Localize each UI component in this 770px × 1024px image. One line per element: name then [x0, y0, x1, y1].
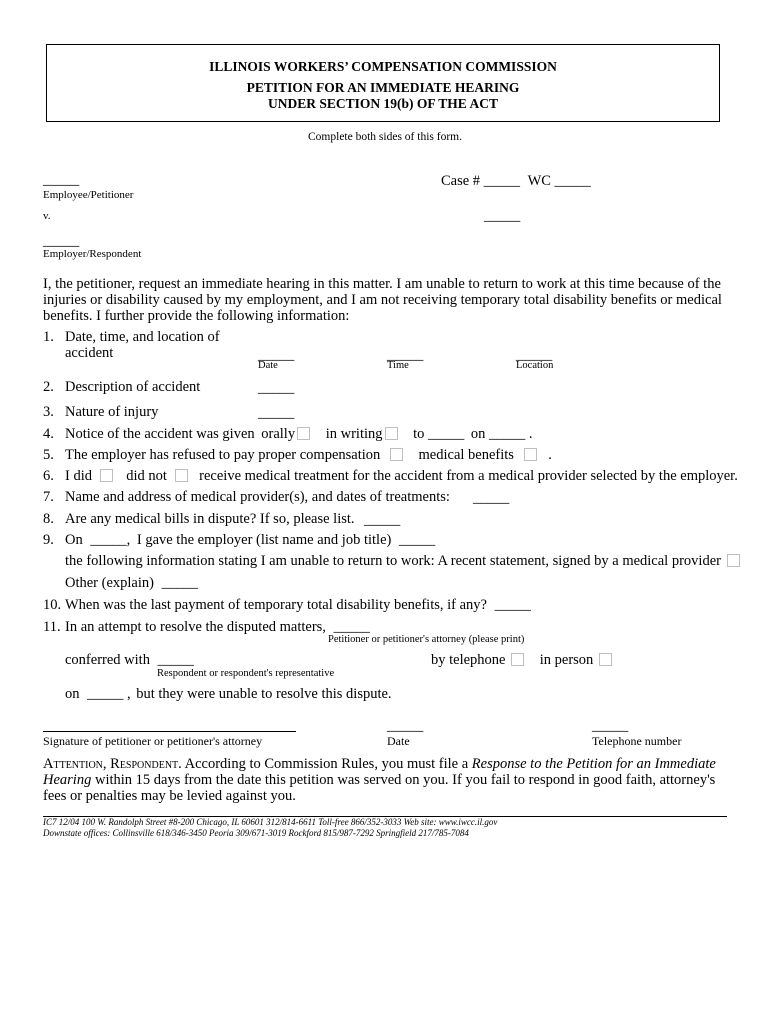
intro-paragraph: I, the petitioner, request an immediate hearing in this matter. I am unable to return to work at this time because of the injuries or disability caused by my employment, and I am not receiving temporary total disability benefits or medical benefits. I further provide the following information: [43, 276, 722, 324]
medical-benefits-checkbox[interactable] [524, 448, 537, 461]
in-person-checkbox[interactable] [599, 653, 612, 666]
telephone-field[interactable]: _____ [592, 718, 629, 734]
signature-date-label: Date [387, 734, 410, 748]
orally-label: orally [261, 426, 296, 442]
item11-label: In an attempt to resolve the disputed matters, [65, 619, 326, 635]
respondent-name-field[interactable]: _____ [157, 652, 194, 668]
employer-field[interactable]: _____ [43, 233, 80, 249]
item6-label: receive medical treatment for the accident from a medical provider selected by the employer. [199, 468, 738, 484]
item1-label-line2: accident [65, 345, 114, 361]
item4-period: . [528, 426, 533, 442]
attention-text2: within 15 days from the date this petition was served on you. If you fail to respond in good faith, attorney's fees or penalties may be levied against you. [43, 772, 716, 804]
item5-period: . [548, 447, 552, 463]
form-title-line2: UNDER SECTION 19(b) OF THE ACT [268, 96, 498, 111]
signature-label: Signature of petitioner or petitioner's attorney [43, 734, 263, 748]
medical-benefits-label: medical benefits [418, 447, 514, 463]
wc-label: WC [527, 173, 551, 189]
in-writing-checkbox[interactable] [385, 427, 398, 440]
item1-number: 1. [43, 329, 54, 345]
accident-date-field[interactable]: _____ [258, 347, 295, 363]
item4-number: 4. [43, 426, 54, 442]
conference-date-row [65, 686, 392, 702]
case-number-row [441, 173, 591, 189]
accident-description-field[interactable]: _____ [258, 380, 295, 396]
item3-number: 3. [43, 404, 54, 420]
footer-line2: Downstate offices: Collinsville 618/346-3450 Peoria 309/671-3019 Rockford 815/987-7292 Springfield 217/785-7084 [43, 828, 469, 838]
other-explain-field[interactable]: _____ [161, 575, 198, 591]
notice-date-field[interactable]: _____ [489, 426, 526, 442]
item10-label: When was the last payment of temporary total disability benefits, if any? [65, 597, 487, 613]
footer-line1: IC7 12/04 100 W. Randolph Street #8-200 Chicago, IL 60601 312/814-6611 Toll-free 866/352-3033 Web site: www.iwcc.il.gov [43, 817, 498, 827]
agency-name: ILLINOIS WORKERS’ COMPENSATION COMMISSION [209, 59, 557, 74]
item3-label: Nature of injury [65, 404, 159, 420]
item4-row [65, 426, 533, 442]
compensation-checkbox[interactable] [390, 448, 403, 461]
petitioner-name-field[interactable]: _____ [333, 619, 370, 635]
item9-number: 9. [43, 532, 54, 548]
signature-line[interactable] [43, 731, 296, 732]
item1-label-line1: Date, time, and location of [65, 329, 220, 345]
item8-label: Are any medical bills in dispute? If so, please list. [65, 511, 355, 527]
date-caption: Date [258, 360, 278, 371]
header-box [46, 44, 720, 122]
attention-lead: Attention, Respondent [43, 756, 179, 772]
item9-row3 [65, 575, 198, 591]
notice-to-field[interactable]: _____ [428, 426, 465, 442]
item9-label: I gave the employer (list name and job title) [136, 532, 392, 548]
conference-on-label: on [65, 686, 80, 702]
location-caption: Location [516, 360, 554, 371]
by-telephone-checkbox[interactable] [511, 653, 524, 666]
item9-row [65, 532, 435, 548]
wc-number-field[interactable]: _____ [554, 173, 591, 189]
item7-label: Name and address of medical provider(s), and dates of treatments: [65, 489, 450, 505]
conference-date-field[interactable]: _____ [87, 686, 124, 702]
last-payment-field[interactable]: _____ [494, 597, 531, 613]
employer-label: Employer/Respondent [43, 248, 142, 260]
employee-field[interactable]: _____ [43, 172, 80, 188]
telephone-label: Telephone number [592, 734, 682, 748]
accident-time-field[interactable]: _____ [387, 347, 424, 363]
employee-label: Employee/Petitioner [43, 189, 134, 201]
item8-number: 8. [43, 511, 54, 527]
item9-date-field[interactable]: _____ [90, 532, 127, 548]
case-label: Case # [441, 173, 481, 189]
i-did-checkbox[interactable] [100, 469, 113, 482]
item4-label: Notice of the accident was given [65, 426, 255, 442]
item6-number: 6. [43, 468, 54, 484]
conferred-row [65, 652, 194, 668]
item5-label: The employer has refused to pay proper compensation [65, 447, 381, 463]
medical-statement-checkbox[interactable] [727, 554, 740, 567]
signature-date-field[interactable]: _____ [387, 718, 424, 734]
accident-location-field[interactable]: _____ [516, 347, 553, 363]
conferred-with-label: conferred with [65, 652, 150, 668]
conference-comma: , [127, 686, 131, 702]
item6-row [65, 468, 738, 484]
attention-paragraph [43, 756, 733, 804]
unresolved-label: but they were unable to resolve this dispute. [136, 686, 392, 702]
in-writing-label: in writing [325, 426, 383, 442]
item2-number: 2. [43, 379, 54, 395]
item5-number: 5. [43, 447, 54, 463]
instruction-text: Complete both sides of this form. [308, 131, 462, 143]
petitioner-caption: Petitioner or petitioner's attorney (please print) [328, 634, 525, 645]
time-caption: Time [387, 360, 409, 371]
other-explain-label: Other (explain) [65, 575, 154, 591]
medical-providers-field[interactable]: _____ [473, 490, 510, 506]
item5-row [65, 447, 552, 463]
attention-italic: Response to the Petition for an Immediate Hearing [43, 756, 716, 788]
item10-number: 10. [43, 597, 62, 613]
item9-statement-label: the following information stating I am unable to return to work: A recent statement, signed by a medical provider [65, 553, 721, 569]
did-not-label: did not [126, 468, 167, 484]
item9-on-label: On [65, 532, 83, 548]
item11-row [65, 619, 370, 635]
item10-row [65, 597, 531, 613]
respondent-caption: Respondent or respondent's representative [157, 668, 335, 679]
form-title-line1: PETITION FOR AN IMMEDIATE HEARING [246, 80, 520, 95]
nature-of-injury-field[interactable]: _____ [258, 405, 295, 421]
attention-text1: . According to Commission Rules, you must file a [178, 756, 472, 772]
i-did-label: I did [65, 468, 92, 484]
in-person-label: in person [539, 652, 594, 668]
item11-number: 11. [43, 619, 61, 635]
contact-method-row [431, 652, 614, 668]
item7-number: 7. [43, 489, 54, 505]
item2-label: Description of accident [65, 379, 201, 395]
by-telephone-label: by telephone [431, 652, 506, 668]
item9-comma: , [126, 532, 131, 548]
item9-row2 [65, 553, 742, 569]
employer-contact-field[interactable]: _____ [398, 532, 436, 548]
did-not-checkbox[interactable] [175, 469, 188, 482]
case-number-field[interactable]: _____ [483, 173, 520, 189]
notice-to-label: to [413, 426, 425, 442]
orally-checkbox[interactable] [297, 427, 310, 440]
versus-label: v. [43, 210, 51, 222]
notice-on-label: on [470, 426, 486, 442]
wc-extra-field[interactable]: _____ [484, 208, 521, 224]
medical-bills-field[interactable]: _____ [364, 512, 401, 528]
